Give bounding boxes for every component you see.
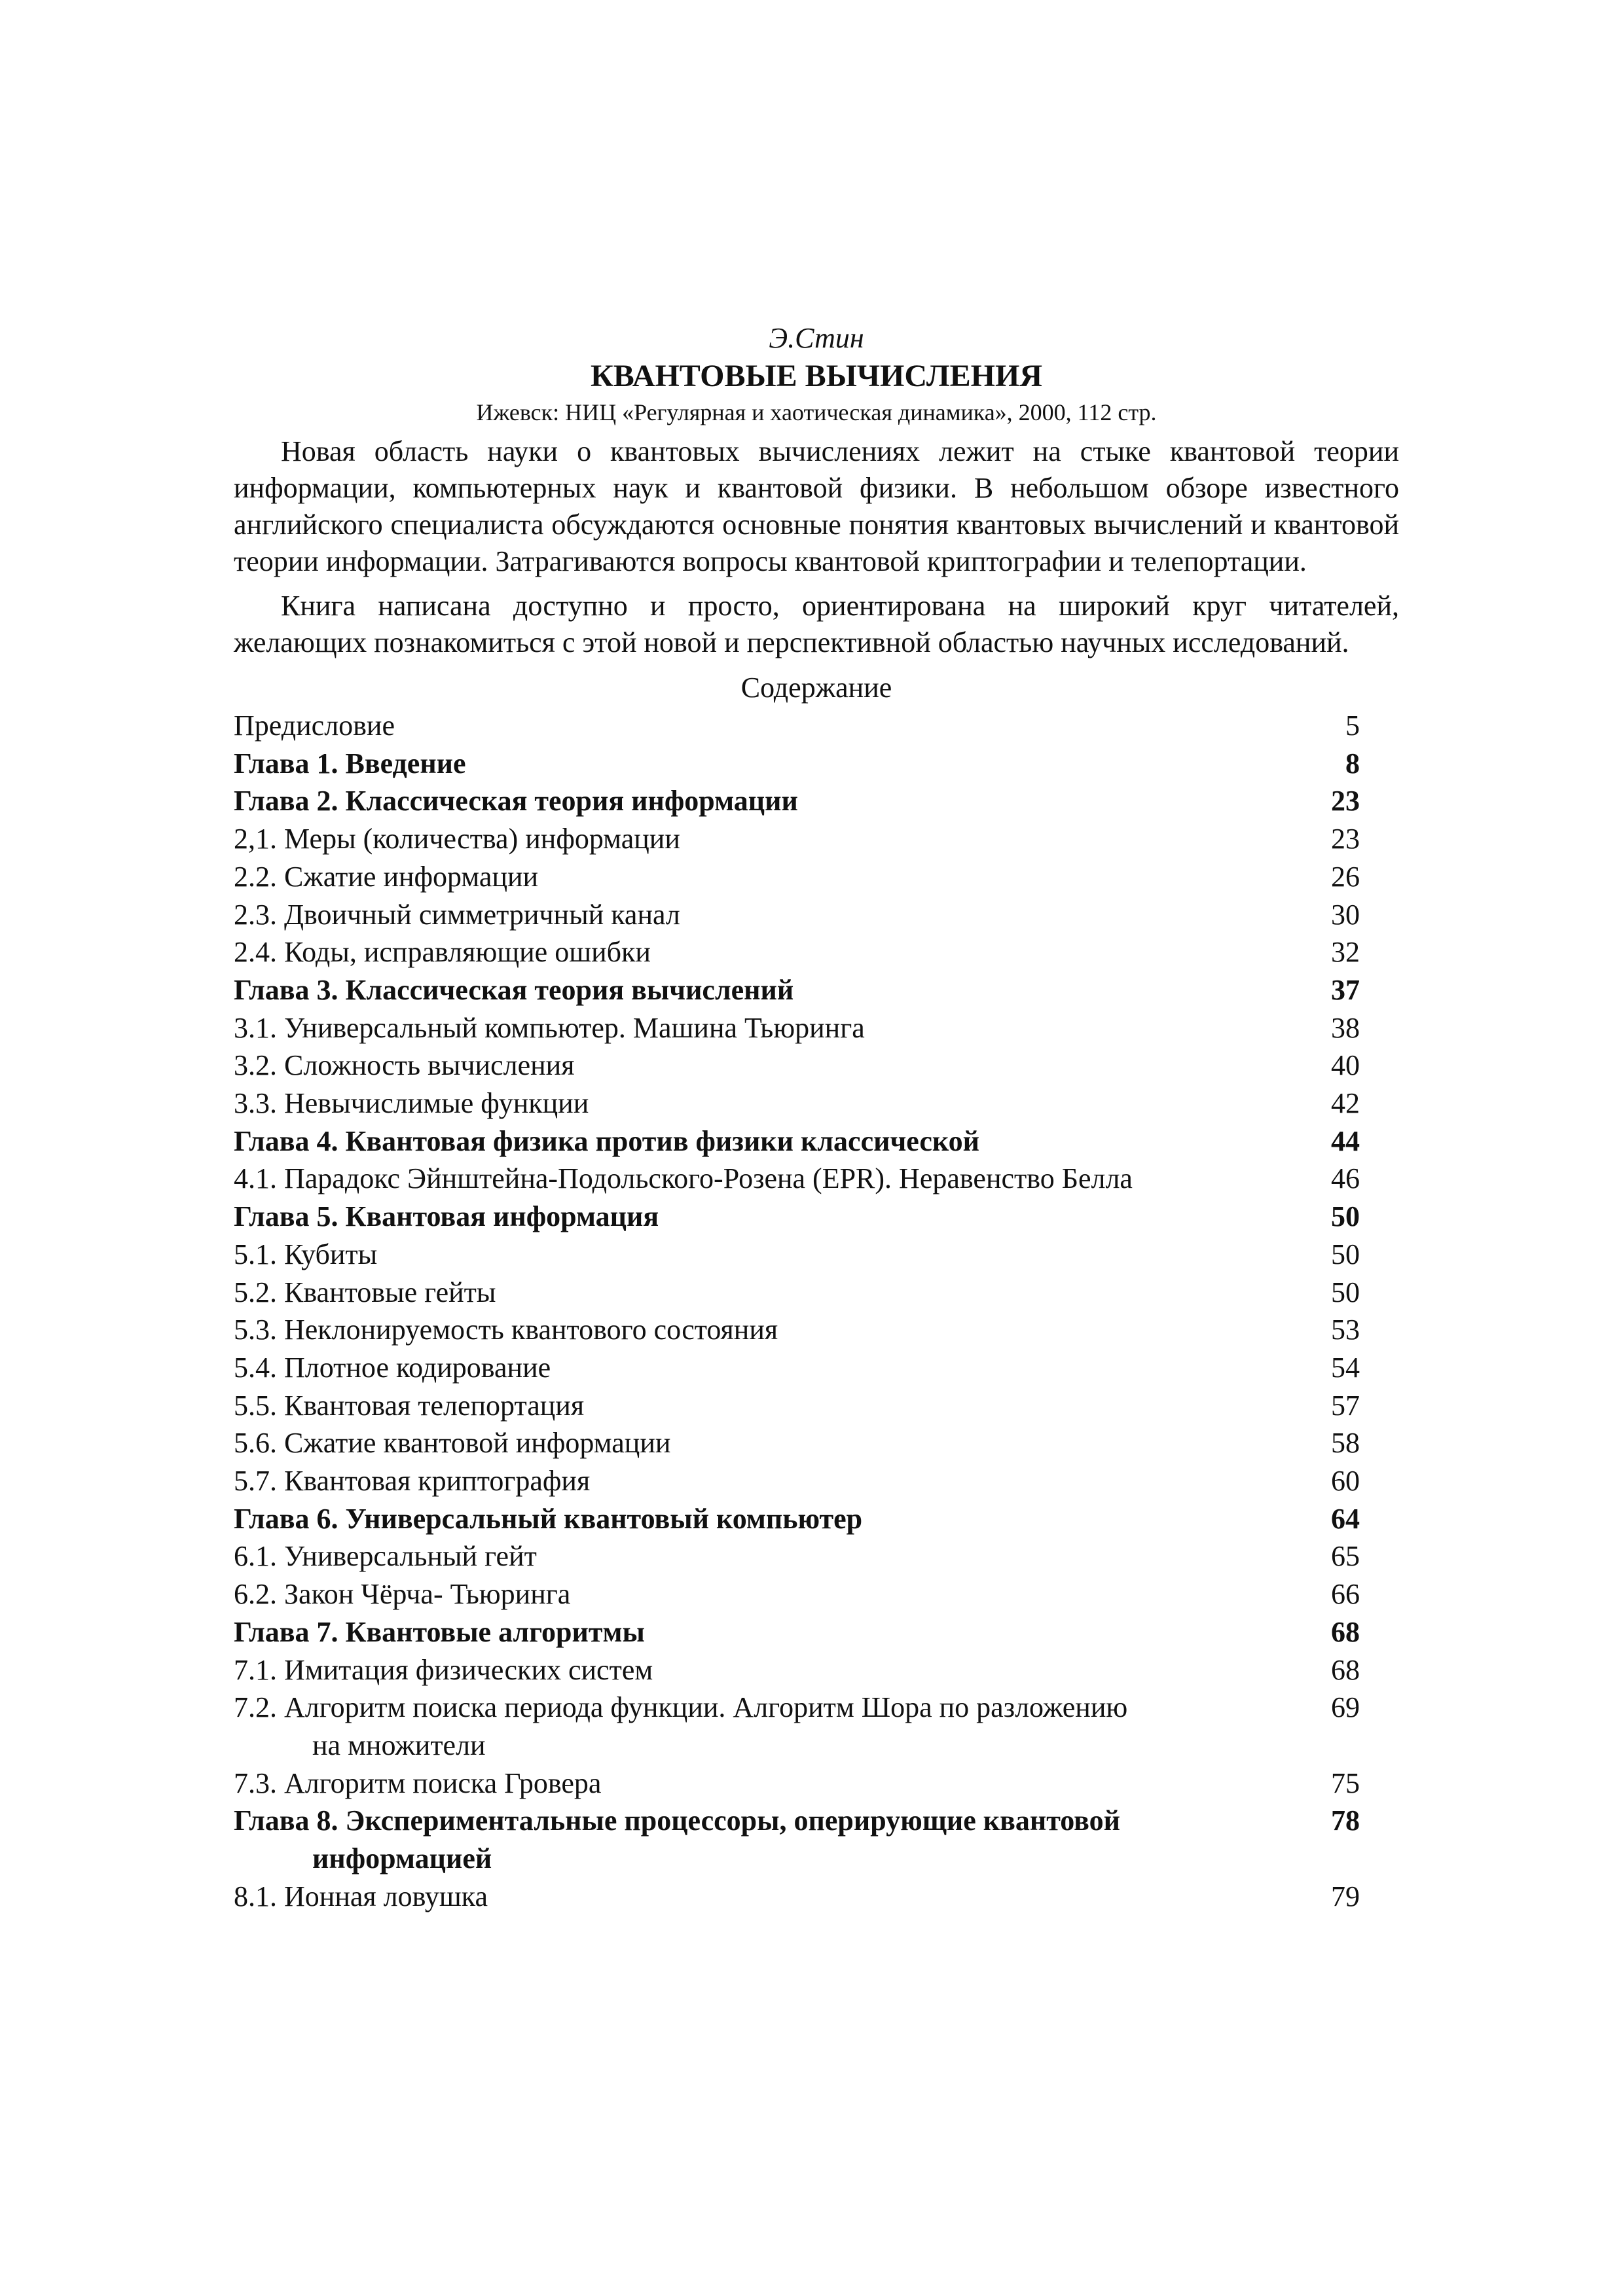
toc-entry-label (234, 1765, 1294, 1803)
toc-entry-page-number: 54 (1331, 1351, 1360, 1384)
toc-entry-page-number: 37 (1331, 973, 1360, 1006)
toc-entry-label (234, 1500, 1294, 1538)
toc-section-row (234, 1047, 1399, 1085)
toc-entry-title: 3.1. Универсальный компьютер. Машина Тьюринга (234, 1011, 865, 1044)
toc-entry-title: Глава 3. Классическая теория вычислений (234, 973, 794, 1006)
toc-section-row (234, 1689, 1399, 1764)
toc-entry-label (234, 933, 1294, 971)
toc-entry-label (234, 1047, 1294, 1085)
toc-entry-title: 6.1. Универсальный гейт (234, 1540, 537, 1573)
toc-entry-page-number: 44 (1331, 1124, 1360, 1157)
toc-section-row (234, 1274, 1399, 1312)
toc-entry-title: 5.1. Кубиты (234, 1238, 378, 1270)
toc-entry-page-number: 32 (1331, 936, 1360, 969)
toc-entry-title: Глава 8. Экспериментальные процессоры, оперирующие квантовой (234, 1804, 1120, 1837)
toc-section-row (234, 1765, 1399, 1803)
toc-entry-page-number: 30 (1331, 898, 1360, 931)
toc-entry-label (234, 1122, 1294, 1160)
toc-entry-label (234, 971, 1294, 1009)
toc-entry-label (234, 1802, 1294, 1877)
toc-entry-title-continuation: информацией (312, 1842, 492, 1875)
toc-entry-page-number: 68 (1331, 1653, 1360, 1686)
toc-entry-title: 2.4. Коды, исправляющие ошибки (234, 936, 651, 969)
toc-entry-title: Глава 2. Классическая теория информации (234, 785, 798, 817)
toc-entry-label (234, 1387, 1294, 1425)
toc-section-row (234, 1387, 1399, 1425)
toc-entry-label (234, 1689, 1294, 1764)
toc-section-row (234, 896, 1399, 934)
toc-entry-label (234, 1878, 1294, 1916)
toc-entry-title-continuation: на множители (312, 1729, 486, 1761)
toc-entry-page-number: 65 (1331, 1540, 1360, 1573)
toc-entry-label (234, 745, 1294, 783)
toc-chapter-row (234, 1500, 1399, 1538)
toc-chapter-row (234, 1802, 1399, 1877)
book-author: Э.Стин (769, 322, 864, 354)
toc-entry-title: Глава 4. Квантовая физика против физики классической (234, 1124, 979, 1157)
toc-section-row (234, 1009, 1399, 1047)
toc-entry-page-number: 69 (1331, 1691, 1360, 1724)
toc-entry-page-number: 23 (1331, 823, 1360, 855)
toc-entry-title: 8.1. Ионная ловушка (234, 1880, 488, 1912)
toc-entry-title: Глава 1. Введение (234, 747, 466, 780)
toc-entry-label (234, 1424, 1294, 1462)
toc-entry-title: 6.2. Закон Чёрча- Тьюринга (234, 1578, 571, 1611)
toc-section-row (234, 1236, 1399, 1274)
toc-entry-title: 2.3. Двоичный симметричный канал (234, 898, 680, 931)
toc-entry-page-number: 50 (1331, 1200, 1360, 1233)
toc-entry-title: 7.3. Алгоритм поиска Гровера (234, 1767, 602, 1799)
toc-entry-title: 7.1. Имитация физических систем (234, 1653, 653, 1686)
toc-entry-label (234, 1349, 1294, 1387)
toc-chapter-row (234, 1198, 1399, 1236)
toc-entry-page-number: 50 (1331, 1238, 1360, 1270)
toc-entry-label (234, 1085, 1294, 1122)
toc-entry-label (234, 1575, 1294, 1613)
toc-section-row (234, 820, 1399, 858)
toc-entry-page-number: 68 (1331, 1615, 1360, 1648)
toc-section-row (234, 1537, 1399, 1575)
toc-entry-page-number: 38 (1331, 1011, 1360, 1044)
toc-entry-title: 4.1. Парадокс Эйнштейна-Подольского-Розена (EPR). Неравенство Белла (234, 1162, 1133, 1195)
toc-entry-title: 2.2. Сжатие информации (234, 860, 539, 893)
toc-entry-page-number: 57 (1331, 1389, 1360, 1422)
toc-entry-page-number: 53 (1331, 1314, 1360, 1346)
toc-section-row (234, 1311, 1399, 1349)
toc-entry-label (234, 1160, 1294, 1198)
toc-entry-label (234, 1274, 1294, 1312)
toc-entry-page-number: 60 (1331, 1465, 1360, 1498)
toc-entry-label (234, 896, 1294, 934)
toc-entry-page-number: 75 (1331, 1767, 1360, 1799)
toc-entry-page-number: 40 (1331, 1049, 1360, 1082)
toc-entry-title: 5.6. Сжатие квантовой информации (234, 1427, 671, 1460)
toc-entry-title: 3.2. Сложность вычисления (234, 1049, 575, 1082)
toc-entry-title: 2,1. Меры (количества) информации (234, 823, 680, 855)
book-title: КВАНТОВЫЕ ВЫЧИСЛЕНИЯ (591, 359, 1042, 393)
toc-section-row (234, 1878, 1399, 1916)
toc-entry-title: 5.3. Неклонируемость квантового состояния (234, 1314, 778, 1346)
toc-entry-title: Предисловие (234, 709, 395, 742)
toc-section-row (234, 1575, 1399, 1613)
toc-entry-label (234, 782, 1294, 820)
toc-section-row (234, 1160, 1399, 1198)
toc-entry-label (234, 1236, 1294, 1274)
toc-entry-page-number: 64 (1331, 1502, 1360, 1535)
toc-section-row (234, 1651, 1399, 1689)
toc-entry-page-number: 79 (1331, 1880, 1360, 1912)
toc-entry-title: 5.5. Квантовая телепортация (234, 1389, 585, 1422)
abstract-paragraph-2: Книга написана доступно и просто, ориентирована на широкий круг читателей, желающих познакомиться с этой новой и перспективной областью научных исследований. (234, 590, 1399, 658)
toc-entry-title: Глава 7. Квантовые алгоритмы (234, 1615, 645, 1648)
toc-entry-label (234, 1462, 1294, 1500)
toc-entry-title: 3.3. Невычислимые функции (234, 1087, 589, 1120)
toc-section-row (234, 707, 1399, 745)
toc-entry-label (234, 1613, 1294, 1651)
toc-chapter-row (234, 745, 1399, 783)
toc-heading: Содержание (740, 672, 892, 704)
toc-chapter-row (234, 971, 1399, 1009)
publisher-line: Ижевск: НИЦ «Регулярная и хаотическая динамика», 2000, 112 стр. (476, 399, 1157, 425)
toc-entry-label (234, 820, 1294, 858)
toc-section-row (234, 1462, 1399, 1500)
toc-entry-title: 7.2. Алгоритм поиска периода функции. Алгоритм Шора по разложению (234, 1691, 1128, 1724)
toc-entry-page-number: 26 (1331, 860, 1360, 893)
toc-chapter-row (234, 1122, 1399, 1160)
toc-entry-title: 5.4. Плотное кодирование (234, 1351, 551, 1384)
toc-entry-label (234, 1009, 1294, 1047)
toc-entry-title: 5.2. Квантовые гейты (234, 1276, 496, 1308)
toc-entry-page-number: 78 (1331, 1804, 1360, 1837)
abstract-paragraph-1: Новая область науки о квантовых вычислениях лежит на стыке квантовой теории информации, компьютерных наук и квантовой физики. В небольшом обзоре известного английского специалиста обсуждаются основные понятия квантовых вычислений и квантовой теории информации. Затрагиваются вопросы квантовой криптографии и телепортации. (234, 435, 1399, 577)
toc-section-row (234, 1349, 1399, 1387)
toc-entry-title: Глава 6. Универсальный квантовый компьютер (234, 1502, 863, 1535)
toc-entry-page-number: 8 (1345, 747, 1360, 780)
toc-section-row (234, 1424, 1399, 1462)
toc-section-row (234, 858, 1399, 896)
toc-entry-page-number: 66 (1331, 1578, 1360, 1611)
toc-entry-page-number: 42 (1331, 1087, 1360, 1120)
toc-entry-page-number: 23 (1331, 785, 1360, 817)
toc-entry-label (234, 858, 1294, 896)
toc-entry-label (234, 1198, 1294, 1236)
toc-entry-label (234, 1537, 1294, 1575)
toc-entry-page-number: 46 (1331, 1162, 1360, 1195)
toc-entry-label (234, 1651, 1294, 1689)
toc-entry-page-number: 58 (1331, 1427, 1360, 1460)
toc-entry-label (234, 1311, 1294, 1349)
toc-section-row (234, 933, 1399, 971)
toc-section-row (234, 1085, 1399, 1122)
toc-chapter-row (234, 1613, 1399, 1651)
document-page (234, 319, 1399, 1916)
table-of-contents (234, 707, 1399, 1916)
toc-chapter-row (234, 782, 1399, 820)
toc-entry-page-number: 50 (1331, 1276, 1360, 1308)
toc-entry-label (234, 707, 1294, 745)
toc-entry-title: Глава 5. Квантовая информация (234, 1200, 659, 1233)
toc-entry-title: 5.7. Квантовая криптография (234, 1465, 591, 1498)
toc-entry-page-number: 5 (1345, 709, 1360, 742)
